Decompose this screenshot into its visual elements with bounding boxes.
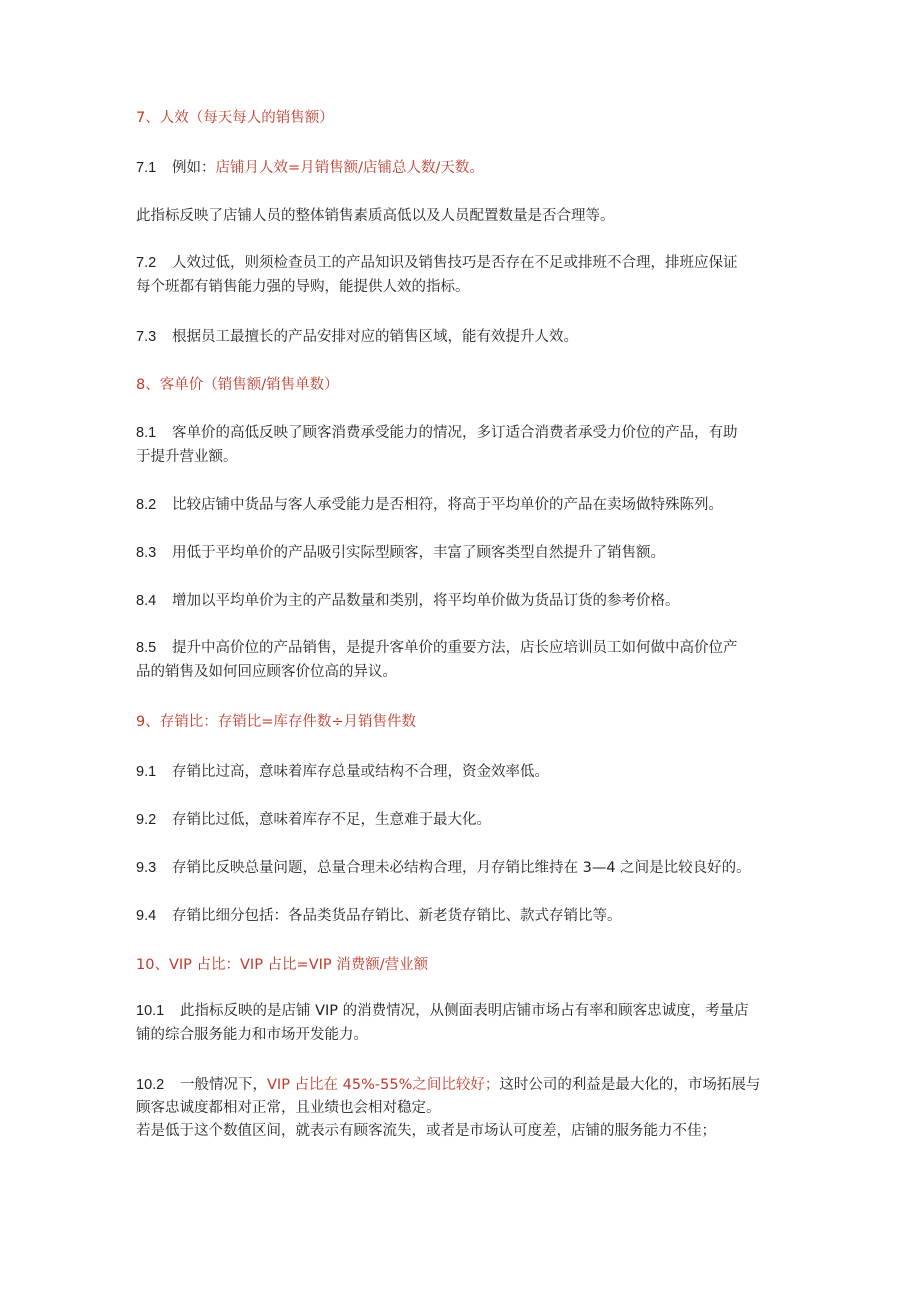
item-number: 9.4	[136, 908, 157, 924]
item-text: 此指标反映的是店铺 VIP 的消费情况，从侧面表明店铺市场占有率和顾客忠诚度，考量店	[180, 1003, 749, 1019]
item-number: 7.2	[136, 255, 157, 271]
item-text: 存销比细分包括：各品类货品存销比、新老货存销比、款式存销比等。	[172, 908, 622, 924]
item-8-1-continued: 于提升营业额。	[136, 449, 238, 465]
item-10-1	[136, 1000, 749, 1022]
item-8-1	[136, 422, 738, 444]
paragraph-note: 此指标反映了店铺人员的整体销售素质高低以及人员配置数量是否合理等。	[136, 208, 615, 224]
item-text: 人效过低，则须检查员工的产品知识及销售技巧是否存在不足或排班不合理，排班应保证	[172, 255, 738, 271]
item-text-rest: 这时公司的利益是最大化的，市场拓展与	[499, 1077, 761, 1093]
item-8-5-continued: 品的销售及如何回应顾客价位高的异议。	[136, 664, 397, 680]
item-number: 10.2	[136, 1077, 165, 1093]
item-text: 例如：	[172, 160, 216, 176]
item-number: 10.1	[136, 1003, 165, 1019]
item-10-2-paragraph: 若是低于这个数值区间，就表示有顾客流失，或者是市场认可度差，店铺的服务能力不佳；	[136, 1123, 716, 1139]
section-heading-9: 9、存销比：存销比=库存件数÷月销售件数	[136, 714, 417, 730]
item-number: 7.3	[136, 329, 157, 345]
item-10-2	[136, 1074, 760, 1096]
highlight-text: VIP 占比在 45%-55%之间比较好；	[267, 1077, 500, 1093]
item-text: 用低于平均单价的产品吸引实际型顾客，丰富了顾客类型自然提升了销售额。	[172, 545, 665, 561]
item-8-4	[136, 590, 680, 612]
item-8-5	[136, 637, 738, 659]
item-number: 7.1	[136, 160, 157, 176]
item-8-2	[136, 494, 723, 516]
item-number: 9.1	[136, 764, 157, 780]
item-number: 9.2	[136, 812, 157, 828]
item-9-3	[136, 857, 751, 879]
item-number: 9.3	[136, 860, 157, 876]
item-7-1	[136, 157, 484, 179]
item-text: 增加以平均单价为主的产品数量和类别，将平均单价做为货品订货的参考价格。	[172, 593, 680, 609]
section-heading-10: 10、VIP 占比：VIP 占比=VIP 消费额/营业额	[136, 957, 429, 973]
item-number: 8.2	[136, 497, 157, 513]
formula-text: 店铺月人效=月销售额/店铺总人数/天数。	[215, 160, 484, 176]
item-text: 提升中高价位的产品销售，是提升客单价的重要方法，店长应培训员工如何做中高价位产	[172, 640, 738, 656]
item-number: 8.1	[136, 425, 157, 441]
item-text: 一般情况下，	[180, 1077, 267, 1093]
item-text: 比较店铺中货品与客人承受能力是否相符，将高于平均单价的产品在卖场做特殊陈列。	[172, 497, 723, 513]
item-8-3	[136, 542, 665, 564]
item-text: 客单价的高低反映了顾客消费承受能力的情况，多订适合消费者承受力价位的产品，有助	[172, 425, 738, 441]
item-7-2	[136, 252, 738, 274]
item-10-1-continued: 铺的综合服务能力和市场开发能力。	[136, 1027, 368, 1043]
item-10-2-continued: 顾客忠诚度都相对正常，且业绩也会相对稳定。	[136, 1100, 441, 1116]
item-9-4	[136, 905, 622, 927]
section-heading-8: 8、客单价（销售额/销售单数）	[136, 377, 339, 393]
item-9-1	[136, 761, 549, 783]
item-9-2	[136, 809, 491, 831]
item-text: 存销比过高，意味着库存总量或结构不合理，资金效率低。	[172, 764, 549, 780]
item-number: 8.4	[136, 593, 157, 609]
item-number: 8.3	[136, 545, 157, 561]
item-text: 根据员工最擅长的产品安排对应的销售区域，能有效提升人效。	[172, 329, 578, 345]
item-text: 存销比过低，意味着库存不足，生意难于最大化。	[172, 812, 491, 828]
item-number: 8.5	[136, 640, 157, 656]
item-7-3	[136, 326, 578, 348]
section-heading-7: 7、人效（每天每人的销售额）	[136, 110, 334, 126]
item-7-2-continued: 每个班都有销售能力强的导购，能提供人效的指标。	[136, 279, 470, 295]
item-text: 存销比反映总量问题，总量合理未必结构合理，月存销比维持在 3—4 之间是比较良好的。	[172, 860, 751, 876]
